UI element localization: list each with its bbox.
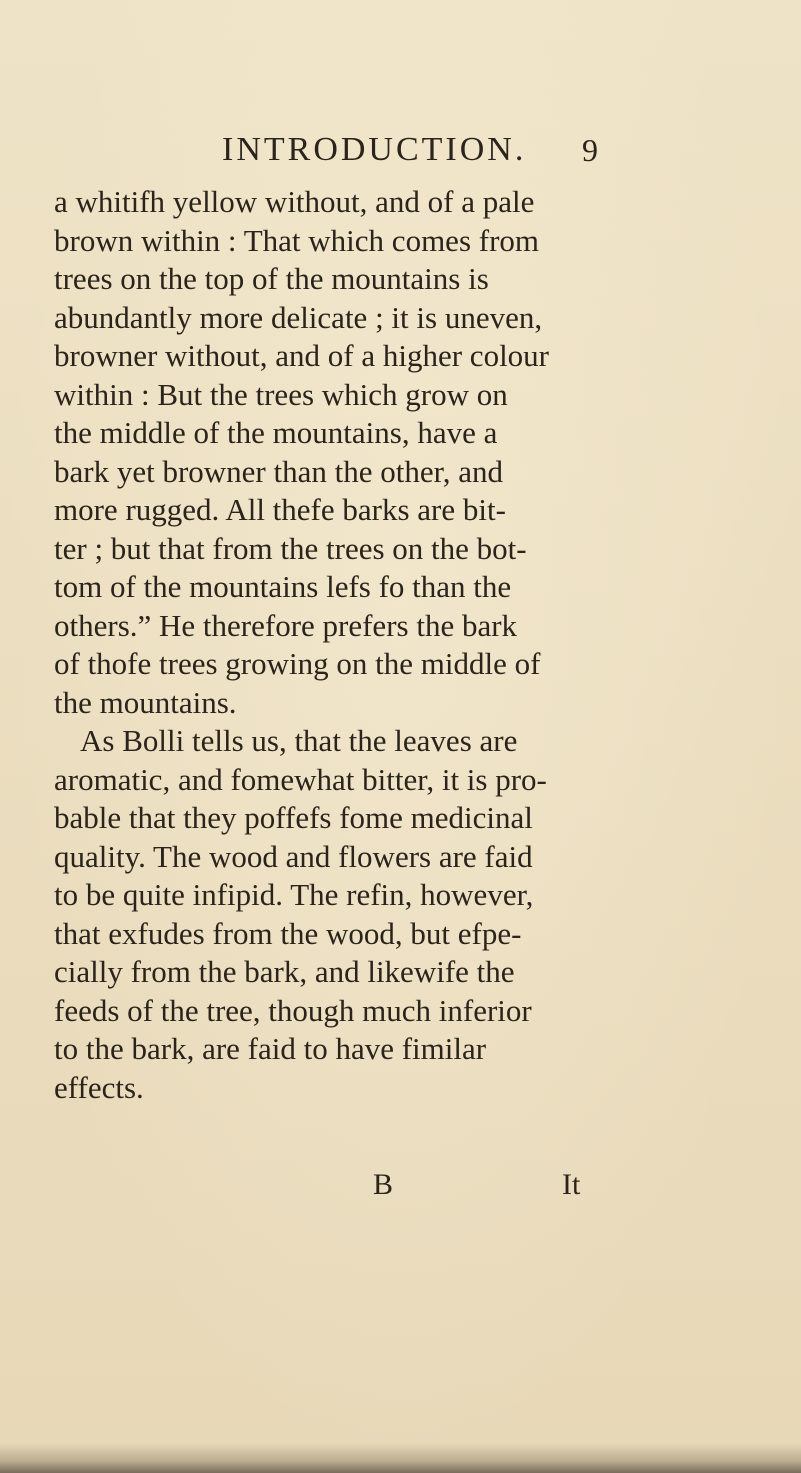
text-line: trees on the top of the mountains is <box>54 261 489 296</box>
text-line: browner without, and of a higher colour <box>54 338 550 373</box>
text-line: the mountains. <box>54 684 237 720</box>
text-line: ter ; but that from the trees on the bot- <box>54 530 527 566</box>
text-line: quality. The wood and flowers are faid <box>54 838 533 874</box>
text-line: bable that they poffefs fome medicinal <box>54 800 533 835</box>
scan-edge-shadow <box>0 1443 801 1473</box>
signature-mark: B <box>373 1168 394 1201</box>
running-title: INTRODUCTION. <box>222 131 527 168</box>
text-line: more rugged. All thefe barks are bit- <box>54 492 506 527</box>
page-number: 9 <box>582 132 601 168</box>
text-line: aromatic, and fomewhat bitter, it is pro- <box>54 761 547 797</box>
text-line: within : But the trees which grow on <box>54 376 508 412</box>
text-line: abundantly more delicate ; it is uneven, <box>54 299 543 335</box>
text-line: tom of the mountains lefs fo than the <box>54 569 512 604</box>
text-line: to the bark, are faid to have fimilar <box>54 1031 487 1066</box>
paragraph-1 <box>54 183 614 722</box>
text-line: of thofe trees growing on the middle of <box>54 646 541 681</box>
body-text <box>54 183 614 1107</box>
text-line: cially from the bark, and likewife the <box>54 954 515 989</box>
text-line: to be quite infipid. The refin, however, <box>54 877 534 912</box>
text-line: bark yet browner than the other, and <box>54 453 503 489</box>
catchword: It <box>562 1168 581 1201</box>
running-header <box>222 130 622 170</box>
text-line: that exfudes from the wood, but efpe- <box>54 915 522 951</box>
paragraph-2 <box>54 722 614 1107</box>
text-line: effects. <box>54 1069 144 1105</box>
page-footer <box>0 1165 801 1205</box>
text-line: brown within : That which comes from <box>54 222 540 258</box>
text-line: As Bolli tells us, that the leaves are <box>80 723 518 758</box>
text-line: others.” He therefore prefers the bark <box>54 607 518 643</box>
text-line: feeds of the tree, though much inferior <box>54 992 532 1028</box>
text-line: the middle of the mountains, have a <box>54 415 498 450</box>
text-line: a whitifh yellow without, and of a pale <box>54 184 535 219</box>
